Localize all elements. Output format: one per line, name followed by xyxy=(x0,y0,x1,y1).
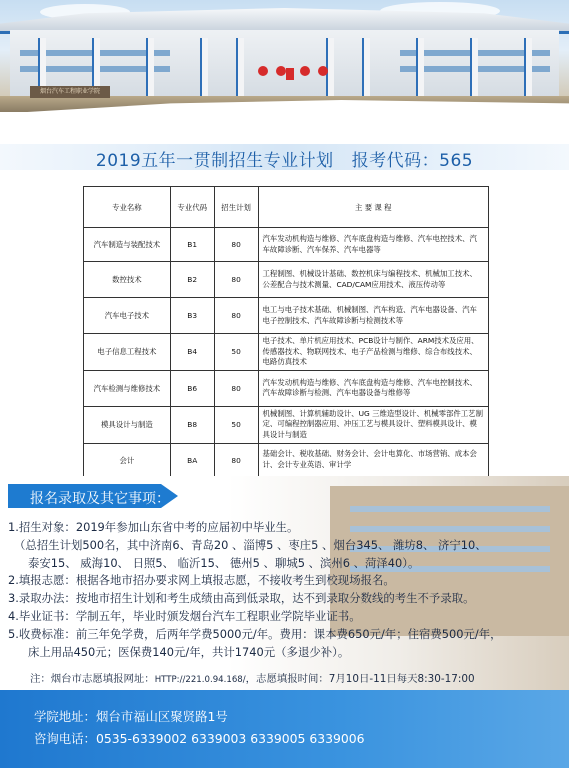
notice-item: 3.录取办法：按地市招生计划和考生成绩由高到低录取，达不到录取分数线的考生不予录取。 xyxy=(8,591,475,606)
header-major-name: 专业名称 xyxy=(84,187,171,228)
major-code: B3 xyxy=(170,298,214,334)
major-code: B2 xyxy=(170,262,214,298)
plan-count: 50 xyxy=(214,334,258,371)
notice-item: 2.填报志愿：根据各地市招办要求网上填报志愿，不接收考生到校现场报名。 xyxy=(8,573,395,588)
plan-count: 80 xyxy=(214,262,258,298)
title-main: 2019五年一贯制招生专业计划 xyxy=(95,151,334,171)
header-plan-count: 招生计划 xyxy=(214,187,258,228)
main-courses: 工程制图、机械设计基础、数控机床与编程技术、机械加工技术、公差配合与技术测量、CAD/CAM应用技术、液压传动等 xyxy=(258,262,488,298)
notice-item: 1.招生对象：2019年参加山东省中考的应届初中毕业生。 xyxy=(8,520,299,534)
major-name: 数控技术 xyxy=(84,262,171,298)
notice-list xyxy=(8,519,548,661)
table-row xyxy=(84,298,489,334)
plan-count: 50 xyxy=(214,406,258,443)
campus-sign: 烟台汽车工程职业学院 xyxy=(30,86,110,98)
enrollment-plan-table xyxy=(83,186,489,478)
main-courses: 电子技术、单片机应用技术、PCB设计与制作、ARM技术及应用、传感器技术、物联网技术、电子产品检测与维修、综合布线技术、电路仿真技术 xyxy=(258,334,488,371)
table-row xyxy=(84,370,489,406)
notice-heading: 报名录取及其它事项： xyxy=(30,491,170,507)
table-header-row xyxy=(84,187,489,228)
major-name: 汽车电子技术 xyxy=(84,298,171,334)
major-name: 汽车检测与维修技术 xyxy=(84,370,171,406)
major-name: 会计 xyxy=(84,443,171,477)
main-courses: 汽车发动机构造与维修、汽车底盘构造与维修、汽车电控制技术、汽车故障诊断与检测、汽车电器设备与维修等 xyxy=(258,370,488,406)
application-note xyxy=(30,670,475,685)
header-major-code: 专业代码 xyxy=(170,187,214,228)
campus-gate-photo xyxy=(0,0,569,112)
major-code: BA xyxy=(170,443,214,477)
notice-item: 床上用品450元；医保费140元/年，共计1740元（多退少补）。 xyxy=(28,644,350,659)
major-code: B8 xyxy=(170,406,214,443)
major-code: B4 xyxy=(170,334,214,371)
table-row xyxy=(84,334,489,371)
major-name: 模具设计与制造 xyxy=(84,406,171,443)
notice-item: （总招生计划500名，其中济南6、青岛20 、淄博5 、枣庄5 、烟台345、 潍坊8、 济宁10、 xyxy=(14,537,487,552)
major-name: 电子信息工程技术 xyxy=(84,334,171,371)
major-code: B1 xyxy=(170,228,214,262)
note-suffix: ，志愿填报时间：7月10日-11日每天8:30-17:00 xyxy=(245,673,475,685)
notice-item: 4.毕业证书：学制五年，毕业时颁发烟台汽车工程职业学院毕业证书。 xyxy=(8,608,361,623)
table-row xyxy=(84,443,489,477)
application-url-link[interactable]: HTTP://221.0.94.168/ xyxy=(154,675,246,685)
major-name: 汽车制造与装配技术 xyxy=(84,228,171,262)
main-courses: 基础会计、税收基础、财务会计、会计电算化、市场营销、成本会计、会计专业英语、审计学 xyxy=(258,443,488,477)
table-row xyxy=(84,262,489,298)
table-row xyxy=(84,406,489,443)
plan-count: 80 xyxy=(214,298,258,334)
contact-phone: 咨询电话：0535-6339002 6339003 6339005 6339006 xyxy=(34,731,365,746)
plan-count: 80 xyxy=(214,370,258,406)
notice-item: 5.收费标准：前三年免学费，后两年学费5000元/年。费用：课本费650元/年；住宿费500元/年， xyxy=(8,626,502,641)
main-courses: 机械制图、计算机辅助设计、UG 三维造型设计、机械零部件工艺制定、可编程控制器应用、冲压工艺与模具设计、塑料模具设计、模具设计与制造 xyxy=(258,406,488,443)
major-code: B6 xyxy=(170,370,214,406)
notice-item: 泰安15、 威海10、 日照5、 临沂15、 德州5 、聊城5 、滨州6 、菏泽40）。 xyxy=(28,555,420,570)
plan-count: 80 xyxy=(214,443,258,477)
note-prefix: 注：烟台市志愿填报网址： xyxy=(30,673,155,685)
header-courses: 主 要 课 程 xyxy=(258,187,488,228)
main-courses: 电工与电子技术基础、机械制图、汽车构造、汽车电器设备、汽车电子控制技术、汽车故障诊断与检测技术等 xyxy=(258,298,488,334)
plan-count: 80 xyxy=(214,228,258,262)
exam-code: 报考代码：565 xyxy=(351,151,474,171)
main-courses: 汽车发动机构造与维修、汽车底盘构造与维修、汽车电控技术、汽车故障诊断、汽车保养、汽车电器等 xyxy=(258,228,488,262)
table-row xyxy=(84,228,489,262)
page-title xyxy=(0,146,569,171)
school-address: 学院地址：烟台市福山区聚贤路1号 xyxy=(34,709,228,724)
